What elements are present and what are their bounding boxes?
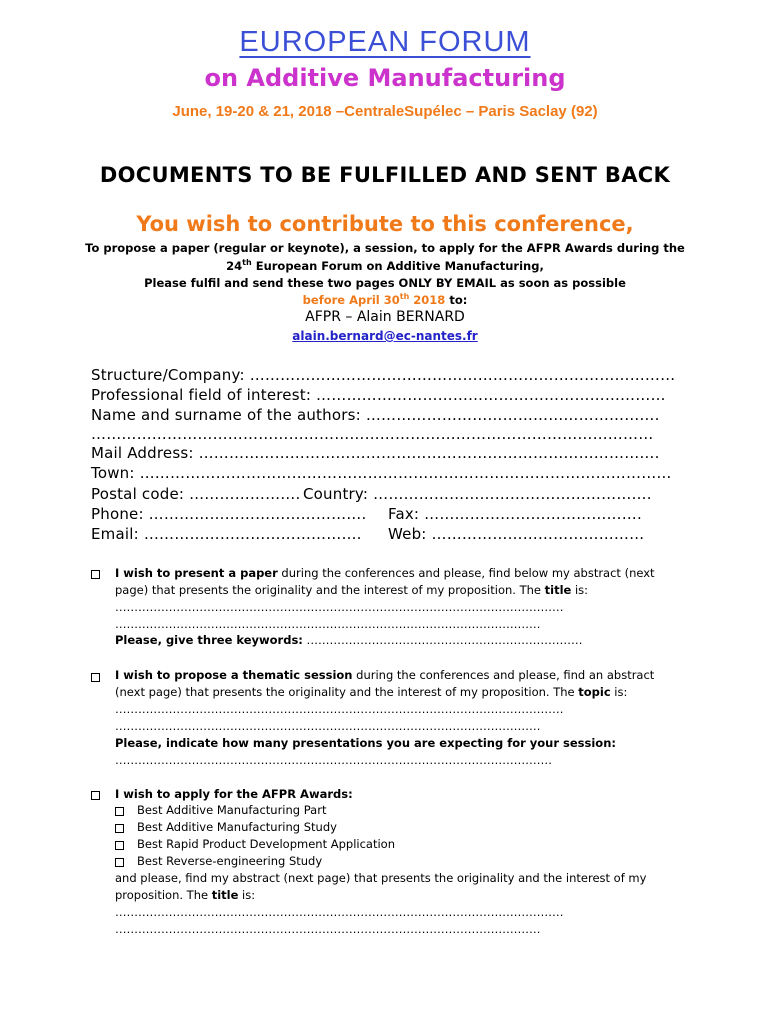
session-checkbox[interactable] — [91, 673, 100, 682]
paper-line-1: I wish to present a paper during the conferences and please, find below my abstract (next — [115, 566, 655, 580]
intro-line-2: 24th European Forum on Additive Manufacturing, — [226, 258, 544, 273]
fax-field[interactable]: Fax: ……………………………………. — [388, 505, 642, 523]
keywords-line[interactable]: Please, give three keywords: ……………………………………………………………… — [115, 633, 583, 647]
award-option-checkbox[interactable] — [115, 841, 124, 850]
award-option-label: Best Rapid Product Development Application — [137, 837, 396, 851]
email-field[interactable]: Email: ……………………………………. — [91, 525, 362, 543]
contribute-heading: You wish to contribute to this conference, — [136, 212, 634, 236]
presentations-question: Please, indicate how many presentations you are expecting for your session: — [115, 736, 616, 750]
awards-title-dots-1[interactable]: ……………………………………………………………………………………………………… — [115, 905, 564, 919]
professional-field[interactable]: Professional field of interest: …………………………………………………………… — [91, 386, 666, 404]
session-line-2: (next page) that presents the originality and the interest of my proposition. The topic is: — [115, 685, 628, 699]
awards-line-1: and please, find my abstract (next page) that presents the originality and the interest of my — [115, 871, 647, 885]
award-option-checkbox[interactable] — [115, 858, 124, 867]
award-option-label: Best Reverse-engineering Study — [137, 854, 323, 868]
paper-checkbox[interactable] — [91, 570, 100, 579]
town-field[interactable]: Town: …………………………………………………………………………………………… — [91, 464, 672, 482]
awards-checkbox[interactable] — [91, 791, 100, 800]
structure-field[interactable]: Structure/Company: ………………………………………………………………………… — [91, 366, 676, 384]
event-date: June, 19-20 & 21, 2018 –CentraleSupélec – Paris Saclay (92) — [172, 103, 598, 120]
award-option-checkbox[interactable] — [115, 824, 124, 833]
session-topic-dots-2[interactable]: ………………………………………………………………………………………………… — [115, 719, 541, 733]
paper-line-2: page) that presents the originality and the interest of my proposition. The title is: — [115, 583, 589, 597]
forum-title: EUROPEAN FORUM — [239, 26, 531, 58]
intro-line-1: To propose a paper (regular or keynote), a session, to apply for the AFPR Awards during the — [85, 241, 685, 255]
contact-name: AFPR – Alain BERNARD — [305, 309, 465, 325]
web-field[interactable]: Web: …………………………………… — [388, 525, 645, 543]
awards-line-2: proposition. The title is: — [115, 888, 256, 902]
presentations-dots[interactable]: …………………………………………………………………………………………………… — [115, 753, 552, 767]
session-topic-dots-1[interactable]: ……………………………………………………………………………………………………… — [115, 702, 564, 716]
forum-subtitle: on Additive Manufacturing — [204, 64, 566, 92]
phone-field[interactable]: Phone: ……………………………………. — [91, 505, 367, 523]
postal-code-field[interactable]: Postal code: …………………. — [91, 485, 301, 503]
deadline-line: before April 30th 2018 to: — [302, 292, 468, 307]
authors-field-continuation[interactable]: ………………………………………………………………………………………………… — [91, 425, 654, 443]
awards-lead: I wish to apply for the AFPR Awards: — [115, 787, 353, 801]
authors-field[interactable]: Name and surname of the authors: …………………………………………………. — [91, 406, 660, 424]
intro-line-3: Please fulfil and send these two pages ONLY BY EMAIL as soon as possible — [144, 276, 626, 290]
award-option-label: Best Additive Manufacturing Part — [137, 803, 327, 817]
session-line-1: I wish to propose a thematic session during the conferences and please, find an abstract — [115, 668, 655, 682]
country-field[interactable]: Country: ………………………………………………. — [303, 485, 652, 503]
mail-address-field[interactable]: Mail Address: ………………………………………………………………………………. — [91, 444, 660, 462]
awards-title-dots-2[interactable]: ………………………………………………………………………………………………… — [115, 922, 541, 936]
paper-title-dots-1[interactable]: ……………………………………………………………………………………………………… — [115, 600, 564, 614]
paper-title-dots-2[interactable]: ………………………………………………………………………………………………… — [115, 617, 541, 631]
contact-email-link[interactable]: alain.bernard@ec-nantes.fr — [292, 329, 478, 343]
award-option-label: Best Additive Manufacturing Study — [137, 820, 337, 834]
award-option-checkbox[interactable] — [115, 807, 124, 816]
documents-heading: DOCUMENTS TO BE FULFILLED AND SENT BACK — [99, 163, 671, 187]
